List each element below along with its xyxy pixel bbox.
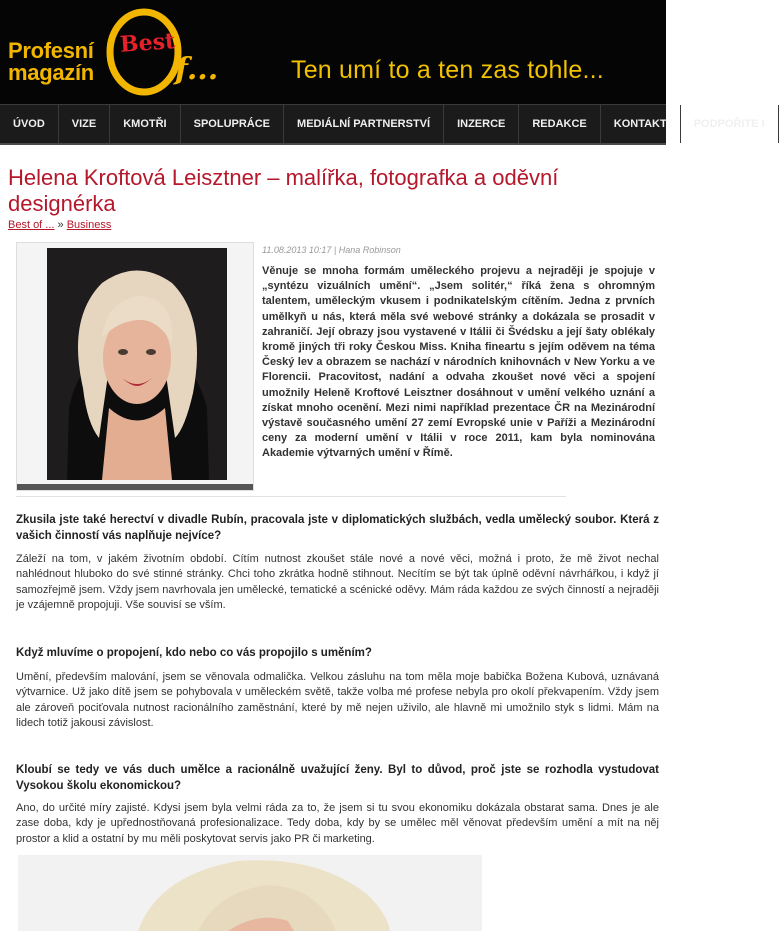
nav-item-inzerce[interactable]: INZERCE bbox=[444, 105, 519, 143]
nav-item-vize[interactable]: VIZE bbox=[59, 105, 110, 143]
nav-item-medialni-partnerstvi[interactable]: MEDIÁLNÍ PARTNERSTVÍ bbox=[284, 105, 444, 143]
logo-best-text[interactable]: Best bbox=[119, 28, 176, 58]
nav-item-kmotri[interactable]: KMOTŘI bbox=[110, 105, 180, 143]
interview-answer-2: Umění, především malování, jsem se věnovala odmalička. Velkou zásluhu na tom měla moje babička Božena Kubová, uznávaná výtvarnice. Už jako dítě jsem se pohybovala v uměleckém světě, takže volba mé profese nebyla pro okolí překvapením. Vždy jsem ale zároveň pociťovala nutnost racionálního zaměstnání, které by mě nejen uživilo, ale hlavně mi umožnilo styk s lidmi. Mám na lidech totiž jakousi závislost. bbox=[16, 671, 659, 730]
nav-item-kontakt[interactable]: KONTAKT bbox=[601, 105, 681, 143]
interview-question-3: Kloubí se tedy ve vás duch umělce a racionálně uvažující ženy. Byl to důvod, proč jste se rozhodla vystudovat Vysokou školu ekonomickou? bbox=[16, 764, 659, 792]
site-tagline: Ten umí to a ten zas tohle... bbox=[291, 56, 604, 84]
breadcrumb-section-link[interactable]: Business bbox=[66, 219, 112, 231]
nav-item-spoluprace[interactable]: SPOLUPRÁCE bbox=[181, 105, 284, 143]
breadcrumb-separator: » bbox=[54, 219, 67, 231]
nav-item-redakce[interactable]: REDAKCE bbox=[519, 105, 600, 143]
photo-caption-bar bbox=[17, 484, 253, 490]
portrait-image bbox=[47, 248, 227, 480]
interview-answer-1: Záleží na tom, v jakém životním období. Cítím nutnost zkoušet stále nové a nové věci, možná i proto, že mě život nechal nahlédnout hluboko do své stinné stránky. Chci toho zkrátka hodně stihnout. Necítím se být tak úplně oděvní návrhářkou, i když jí samozřejmě jsem. Vždy jsem navrhovala jen umělecké, tematické a scénické oděvy. Mám ráda každou ze svých činností a nejraději je vzájemně propojuji. Vše souvisí se vším. bbox=[16, 553, 659, 612]
main-navigation bbox=[0, 104, 765, 145]
interview-question-1: Zkusila jste také herectví v divadle Rubín, pracovala jste v diplomatických službách, vedla umělecký soubor. Která z vašich činností vás naplňuje nejvíce? bbox=[16, 514, 659, 542]
nav-item-uvod[interactable]: ÚVOD bbox=[0, 105, 59, 143]
nav-item-podporite[interactable]: PODPOŘITE I bbox=[681, 105, 779, 143]
article-title: Helena Kroftová Leisztner – malířka, fotografka a oděvní designérka bbox=[8, 165, 559, 216]
article-intro: Věnuje se mnoha formám uměleckého projevu a nejraději je spojuje v „syntézu vizuálních umění“. „Jsem solitér,“ říká žena s ohromným talentem, uměleckým vkusem i podnikatelským cítěním. Jedna z prvních umělkyň u nás, která měla své webové stránky a dokázala se prosadit v zahraničí. Její obrazy jsou vystavené v Itálii či Švédsku a její šaty oblékaly kromě jiných tři roky Českou Miss. Kniha fineartu s jejím oděvem na téma Český lev a obrazem se nachází v národních knihovnách v New Yorku a ve Florencii. Pracovitost, nadání a odvaha zkoušet nové věci a spojení umožnily Heleně Kroftové Leisztner dosáhnout v umění velkého uznání a získat mnoho ocenění. Mezi nimi například prezentace ČR na Mezinárodní výstavě současného umění 27 zemí Evropské unie v Paříži a Mezinárodní ceny za moderní umění v Itálii v roce 2011, kam byla nominována Akademie výtvarných umění v Římě. bbox=[262, 265, 655, 460]
second-photo-image bbox=[18, 855, 482, 931]
logo-of-text[interactable]: f... bbox=[175, 52, 219, 87]
logo-line-2[interactable]: magazín bbox=[8, 60, 94, 85]
breadcrumb bbox=[8, 219, 111, 231]
portrait-photo bbox=[16, 242, 254, 491]
interview-answer-3: Ano, do určité míry zajisté. Kdysi jsem byla velmi ráda za to, že jsem si tu svou ekonomiku dokázala obstarat sama. Dnes je ale zase doba, kdy je upřednostňovaná profesionalizace. Tedy doba, kdy by se umělec měl věnovat především umění a mít na něj prostor a klid a ostatní by mu měli poskytovat servis jako PR či marketing. bbox=[16, 802, 659, 845]
article-meta: 11.08.2013 10:17 | Hana Robinson bbox=[262, 245, 401, 255]
interview-question-2: Když mluvíme o propojení, kdo nebo co vás propojilo s uměním? bbox=[16, 647, 372, 659]
second-photo bbox=[18, 855, 482, 931]
section-divider bbox=[16, 496, 566, 497]
breadcrumb-home-link[interactable]: Best of ... bbox=[8, 219, 55, 231]
site-header bbox=[0, 0, 666, 104]
logo-line-1[interactable]: Profesní bbox=[8, 38, 94, 63]
